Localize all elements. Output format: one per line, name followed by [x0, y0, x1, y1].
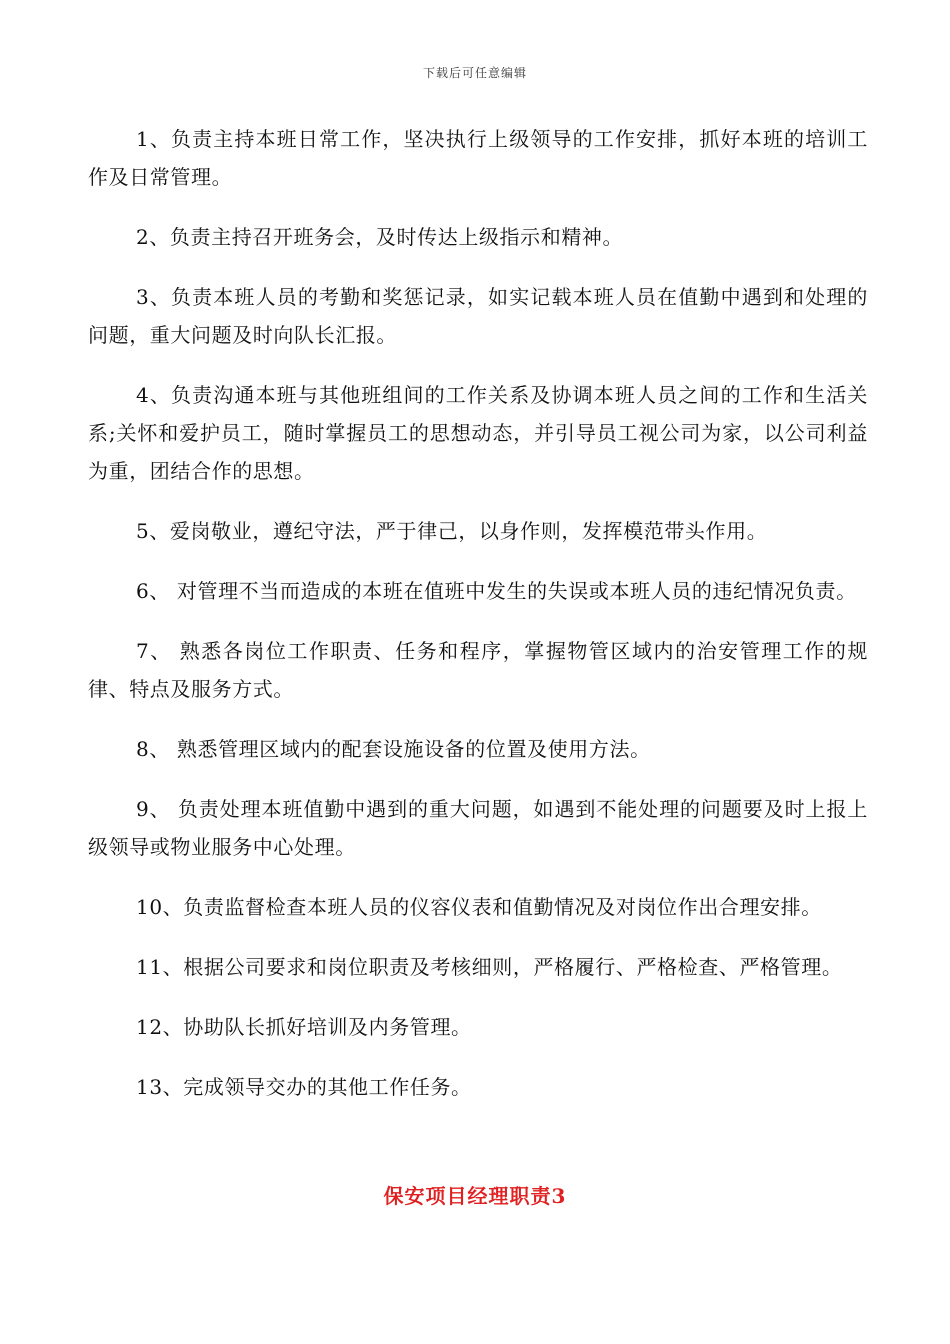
- list-item: 13、完成领导交办的其他工作任务。: [136, 1075, 472, 1099]
- list-item: 1、负责主持本班日常工作，坚决执行上级领导的工作安排，抓好本班的培训工作及日常管理。: [88, 127, 868, 189]
- section-title: 保安项目经理职责3: [383, 1184, 567, 1208]
- document-body: [88, 120, 868, 1128]
- list-item: 11、根据公司要求和岗位职责及考核细则，严格履行、严格检查、严格管理。: [136, 955, 843, 979]
- list-item: 8、 熟悉管理区域内的配套设施设备的位置及使用方法。: [136, 737, 651, 761]
- list-item: 6、 对管理不当而造成的本班在值班中发生的失误或本班人员的违纪情况负责。: [136, 579, 857, 603]
- list-item: 10、负责监督检查本班人员的仪容仪表和值勤情况及对岗位作出合理安排。: [136, 895, 822, 919]
- list-item: 4、负责沟通本班与其他班组间的工作关系及协调本班人员之间的工作和生活关系;关怀和爱护员工，随时掌握员工的思想动态，并引导员工视公司为家，以公司利益为重，团结合作的思想。: [88, 383, 868, 483]
- page-header: 下载后可任意编辑: [422, 66, 527, 80]
- list-item: 5、爱岗敬业，遵纪守法，严于律己，以身作则，发挥模范带头作用。: [136, 519, 768, 543]
- list-item: 9、 负责处理本班值勤中遇到的重大问题，如遇到不能处理的问题要及时上报上级领导或物业服务中心处理。: [88, 797, 868, 859]
- list-item: 12、协助队长抓好培训及内务管理。: [136, 1015, 472, 1039]
- list-item: 7、 熟悉各岗位工作职责、任务和程序，掌握物管区域内的治安管理工作的规律、特点及服务方式。: [88, 639, 868, 701]
- list-item: 3、负责本班人员的考勤和奖惩记录，如实记载本班人员在值勤中遇到和处理的问题，重大问题及时向队长汇报。: [88, 285, 868, 347]
- list-item: 2、负责主持召开班务会，及时传达上级指示和精神。: [136, 225, 624, 249]
